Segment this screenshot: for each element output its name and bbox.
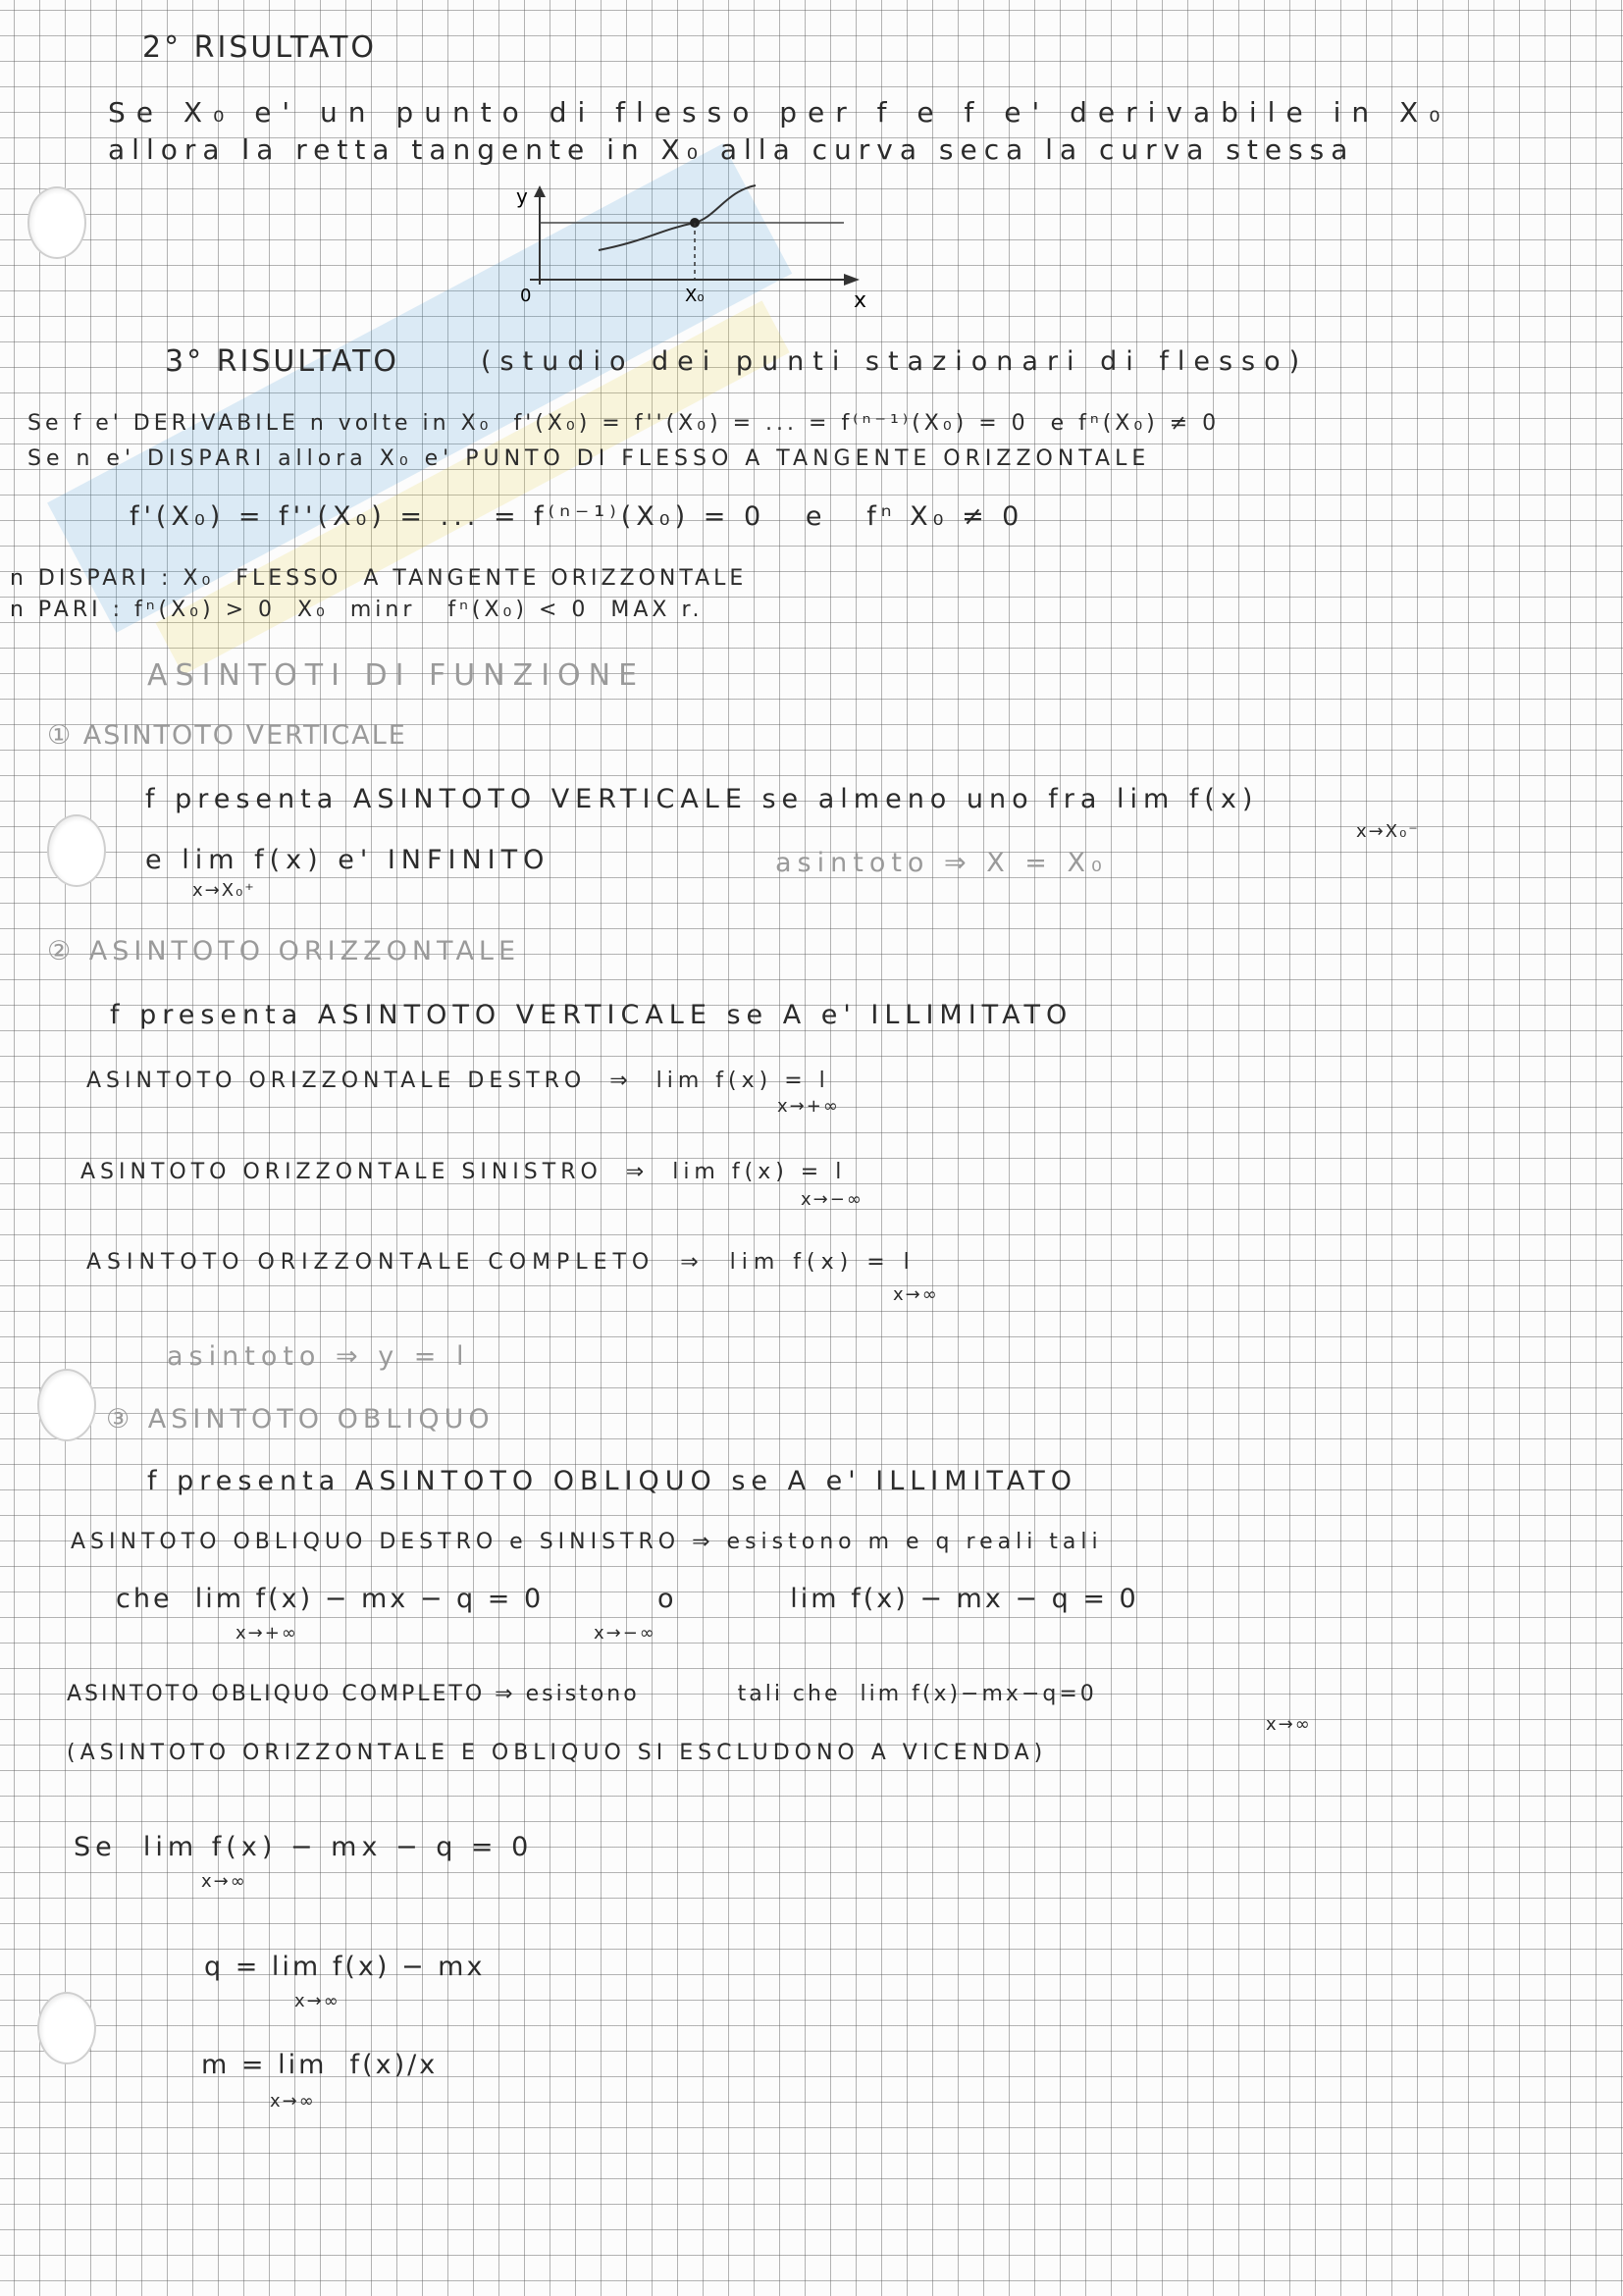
curve [599,185,756,250]
oblique-asymptote-line-4: ASINTOTO OBLIQUO COMPLETO ⇒ esistono tali che lim f(x)−mx−q=0 [67,1682,1097,1706]
oblique-asymptote-line-1: f presenta ASINTOTO OBLIQUO se A e' ILLIMITATO [147,1466,1078,1496]
x-axis-arrow [844,274,860,286]
oblique-asymptote-line-4-sub: x→∞ [1266,1714,1312,1735]
x0-label: X₀ [685,286,705,306]
oblique-asymptote-line-3: che lim f(x) − mx − q = 0 o lim f(x) − mx − q = 0 [116,1584,1139,1614]
oblique-asymptote-q-sub: x→∞ [294,1991,340,2011]
result2-text-2: allora la retta tangente in X₀ alla curva seca la curva stessa [108,133,1355,166]
vertical-asymptote-line-1-sub: x→X₀⁻ [1356,821,1420,842]
horizontal-asymptote-left: ASINTOTO ORIZZONTALE SINISTRO ⇒ lim f(x) = l [80,1160,847,1184]
y-axis-arrow [534,185,546,197]
oblique-asymptote-line-6: Se lim f(x) − mx − q = 0 [74,1832,534,1862]
oblique-asymptote-line-5: (ASINTOTO ORIZZONTALE E OBLIQUO SI ESCLUDONO A VICENDA) [67,1741,1048,1765]
binder-hole-1 [27,186,86,259]
oblique-asymptote-m-formula: m = lim f(x)/x [201,2050,439,2080]
inflection-tangent-graph [510,182,883,314]
binder-hole-4 [37,1992,96,2064]
oblique-asymptote-q-formula: q = lim f(x) − mx [204,1952,486,1982]
result3-heading: 3° RISULTATO [165,344,400,379]
result2-text-1: Se X₀ e' un punto di flesso per f e f e' derivabile in X₀ [108,96,1451,129]
result3-heading-note: (studio dei punti stazionari di flesso) [481,346,1309,377]
result3-line-1: Se f e' DERIVABILE n volte in X₀ f'(X₀) = f''(X₀) = ... = f⁽ⁿ⁻¹⁾(X₀) = 0 e fⁿ(X₀) ≠ 0 [27,411,1221,436]
horizontal-asymptote-title: ② ASINTOTO ORIZZONTALE [47,936,521,966]
asymptotes-heading: ASINTOTI DI FUNZIONE [147,658,646,693]
oblique-asymptote-line-3-sub: x→+∞ x→−∞ [236,1623,656,1644]
vertical-asymptote-line-2-sub: x→X₀⁺ [192,880,256,901]
horizontal-asymptote-left-sub: x→−∞ [801,1189,864,1210]
horizontal-asymptote-note: asintoto ⇒ y = l [167,1341,470,1372]
result3-line-3: f'(X₀) = f''(X₀) = ... = f⁽ⁿ⁻¹⁾(X₀) = 0 e fⁿ X₀ ≠ 0 [130,501,1024,532]
horizontal-asymptote-complete-sub: x→∞ [893,1284,939,1305]
result2-heading: 2° RISULTATO [142,30,378,65]
y-label: y [516,184,528,208]
binder-hole-3 [37,1369,96,1441]
origin-label: 0 [520,286,532,306]
oblique-asymptote-m-sub: x→∞ [270,2091,316,2112]
x-label: x [854,288,867,313]
horizontal-asymptote-right-sub: x→+∞ [777,1096,840,1117]
oblique-asymptote-title: ③ ASINTOTO OBLIQUO [106,1404,495,1435]
oblique-asymptote-line-2: ASINTOTO OBLIQUO DESTRO e SINISTRO ⇒ esistono m e q reali tali [71,1530,1103,1554]
binder-hole-2 [47,814,106,887]
result3-line-5: n PARI : fⁿ(X₀) > 0 X₀ minr fⁿ(X₀) < 0 MAX r. [10,598,704,622]
horizontal-asymptote-complete: ASINTOTO ORIZZONTALE COMPLETO ⇒ lim f(x) = l [86,1250,916,1275]
vertical-asymptote-line-1: f presenta ASINTOTO VERTICALE se almeno uno fra lim f(x) [145,784,1259,814]
oblique-asymptote-line-6-sub: x→∞ [201,1871,247,1892]
vertical-asymptote-title: ① ASINTOTO VERTICALE [47,720,407,751]
horizontal-asymptote-line-1: f presenta ASINTOTO VERTICALE se A e' ILLIMITATO [110,1000,1073,1030]
vertical-asymptote-note: asintoto ⇒ X = X₀ [775,848,1108,878]
result3-line-2: Se n e' DISPARI allora X₀ e' PUNTO DI FLESSO A TANGENTE ORIZZONTALE [27,446,1151,471]
vertical-asymptote-line-2: e lim f(x) e' INFINITO [145,845,550,875]
horizontal-asymptote-right: ASINTOTO ORIZZONTALE DESTRO ⇒ lim f(x) = l [86,1069,830,1093]
result3-line-4: n DISPARI : X₀ FLESSO A TANGENTE ORIZZONTALE [10,566,748,591]
